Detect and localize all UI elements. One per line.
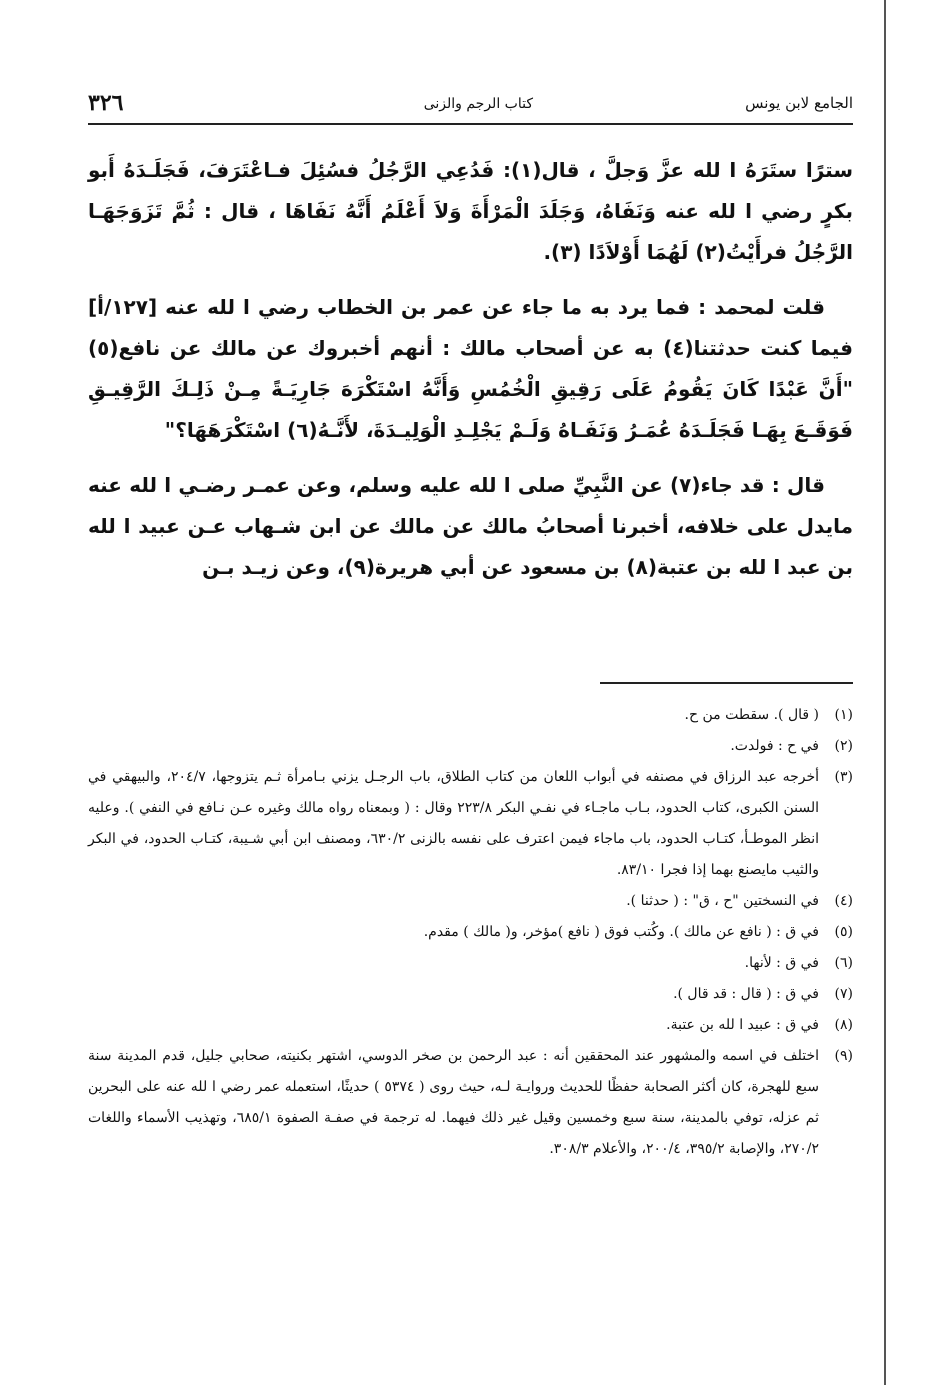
footnote-3: [88, 762, 853, 886]
footnote-text: ( قال ). سقطت من ح.: [684, 707, 819, 723]
footnote-number: (٧): [834, 986, 853, 1002]
main-text: [88, 150, 853, 602]
footnote-number: (٢): [834, 738, 853, 754]
page-edge-line: [884, 0, 886, 1385]
footnote-text: في ق : عبيد ا لله بن عتبة.: [666, 1017, 819, 1033]
footnote-text: في ق : ( قال : قد قال ).: [673, 986, 819, 1002]
footnote-text: اختلف في اسمه والمشهور عند المحققين أنه : عبد الرحمن بن صخر الدوسي، اشتهر بكنيته، صحابي جليل، قدم المدينة سنة سبع للهجرة، كان أكثر الصحابة حفظًا للحديث وروايـة لـه، حيث روى ( ٥٣٧٤ ) حديثًا، استعمله عمر رضي ا لله عنه على البحرين ثم عزله، توفي بالمدينة، سنة سبع وخمسين وقيل غير ذلك فيهما. له ترجمة في صفـة الصفوة ٦٨٥/١، وتهذيب الأسماء واللغات ٢٧٠/٢، والإصابة ٣٩٥/٢، ٢٠٠/٤، والأعلام ٣٠٨/٣.: [88, 1048, 819, 1157]
footnote-4: [88, 886, 853, 917]
footnote-number: (٥): [834, 924, 853, 940]
section-title: كتاب الرجم والزنى: [423, 96, 533, 112]
footnote-number: (٨): [834, 1017, 853, 1033]
footnote-2: [88, 731, 853, 762]
footnote-text: أخرجه عبد الرزاق في مصنفه في أبواب اللعان من كتاب الطلاق، باب الرجـل يزني بـامرأة ثـم يتزوجها، ٢٠٤/٧، والبيهقي في السنن الكبرى، كتاب الحدود، بـاب ماجـاء في نفـي البكر ٢٢٣/٨ وقال : ( وبمعناه رواه مالك وغيره عـن نـافع في النفي ). وعليه انظر الموطـأ، كتـاب الحدود، باب ماجاء فيمن اعترف على نفسه بالزنى ٦٣٠/٢، ومصنف ابن أبي شـيبة، كتـاب الحدود، في البكر والثيب مايصنع بهما إذا فجرا ٨٣/١٠.: [88, 769, 820, 878]
footnote-8: [88, 1010, 853, 1041]
footnote-number: (٦): [834, 955, 853, 971]
footnote-number: (٣): [834, 769, 853, 785]
footnote-number: (٩): [834, 1048, 853, 1064]
footnote-1: [88, 700, 853, 731]
book-title: الجامع لابن يونس: [745, 94, 853, 112]
footnote-6: [88, 948, 853, 979]
footnote-text: في ق : لأنها.: [744, 955, 819, 971]
paragraph-1: سترًا ستَرَهُ ا لله عزَّ وَجلَّ ، قال(١): فَدُعِي الرَّجُلُ فسُئِلَ فـاعْتَرَفَ، فَجَلَـدَهُ أَبو بكرٍ رضي ا لله عنه وَنَفَاهُ، وَجَلَدَ الْمَرْأَةَ وَلاَ أَعْلَمُ أَنَّهُ نَفَاهَا ، قال : ثُمَّ تَزَوَجَهَـا الرَّجُلُ فرأَيْتُ(٢) لَهُمَا أَوْلاَدًا (٣).: [88, 158, 853, 264]
paragraph-3: قال : قد جاء(٧) عن النَّبِيِّ صلى ا لله عليه وسلم، وعن عمـر رضـي ا لله عنه مايدل على خلافه، أخبرنا أصحابُ مالك عن مالك عن ابن شـهاب عـن عبيد ا لله بن عبد ا لله بن عتبة(٨) بن مسعود عن أبي هريرة(٩)، وعن زيـد بـن: [88, 473, 853, 579]
footnote-number: (١): [834, 707, 853, 723]
footnote-number: (٤): [834, 893, 853, 909]
page-number: ٣٢٦: [88, 90, 124, 116]
header-divider: [88, 123, 853, 125]
footnote-5: [88, 917, 853, 948]
running-header: [88, 90, 853, 120]
footnote-9: [88, 1041, 853, 1165]
footnote-text: في ح : فولدت.: [730, 738, 819, 754]
footnote-text: في ق : ( نافع عن مالك ). وكُتب فوق ( نافع )مؤخر، و( مالك ) مقدم.: [423, 924, 819, 940]
paragraph-2: قلت لمحمد : فما يرد به ما جاء عن عمر بن الخطاب رضي ا لله عنه [١٢٧/أ] فيما كنت حدثتنا(٤) به عن أصحاب مالك : أنهم أخبروك عن مالك عن نافع(٥) "أَنَّ عَبْدًا كَانَ يَقُومُ عَلَى رَقِيقِ الْخُمُسِ وَأَنَّهُ اسْتَكْرَهَ جَارِيَـةً مِـنْ ذَلِـكَ الرَّقِيـقِ فَوَقَـعَ بِهَـا فَجَلَـدَهُ عُمَـرُ وَنَفَـاهُ وَلَـمْ يَجْلِـدِ الْوَلِيـدَةَ، لأَنَّـهُ(٦) اسْتَكْرَهَهَا؟": [88, 295, 853, 442]
footnote-text: في النسختين "ح ، ق" : ( حدثنا ).: [626, 893, 819, 909]
footnote-divider: [600, 682, 853, 684]
footnote-7: [88, 979, 853, 1010]
footnotes: [88, 700, 853, 1165]
